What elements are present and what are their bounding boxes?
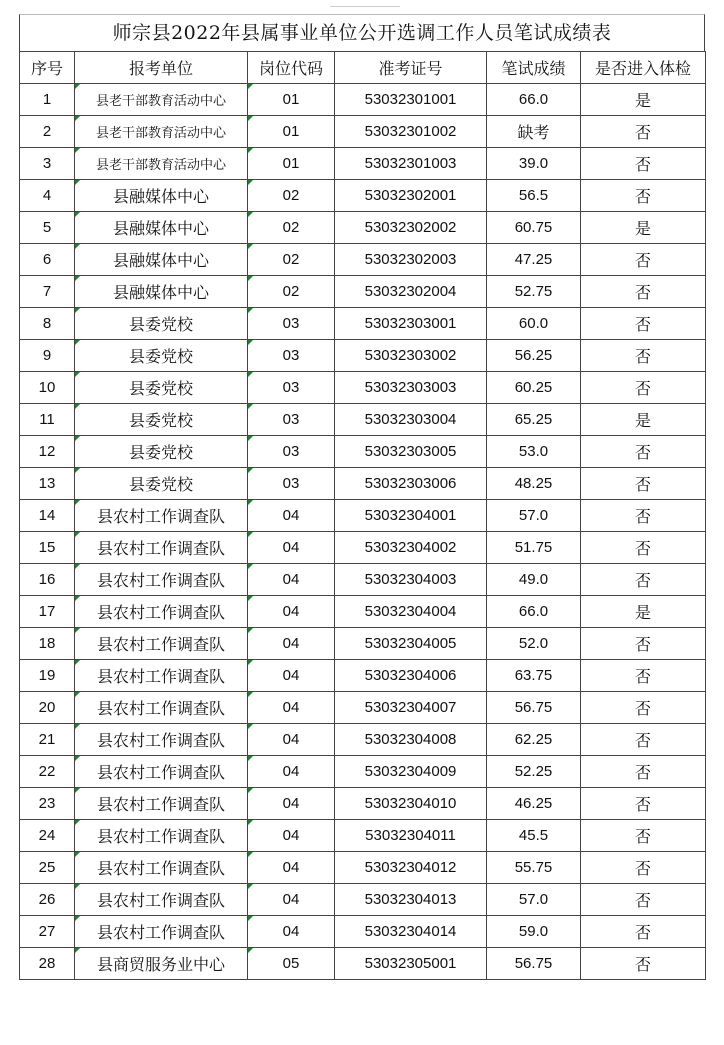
table-row bbox=[20, 276, 706, 308]
cell-physical-exam: 否 bbox=[581, 116, 706, 148]
table-row bbox=[20, 468, 706, 500]
cell-score: 49.0 bbox=[487, 564, 581, 596]
cell-post-code: 03 bbox=[248, 340, 335, 372]
cell-score: 66.0 bbox=[487, 84, 581, 116]
cell-unit: 县融媒体中心 bbox=[75, 276, 248, 308]
cell-score: 60.25 bbox=[487, 372, 581, 404]
cell-ticket-number: 53032304010 bbox=[335, 788, 487, 820]
cell-index: 16 bbox=[20, 564, 75, 596]
score-table bbox=[19, 51, 706, 980]
cell-unit: 县委党校 bbox=[75, 468, 248, 500]
cell-unit: 县农村工作调查队 bbox=[75, 692, 248, 724]
cell-unit: 县商贸服务业中心 bbox=[75, 948, 248, 980]
header-index: 序号 bbox=[20, 52, 75, 84]
cell-index: 26 bbox=[20, 884, 75, 916]
cell-post-code: 03 bbox=[248, 404, 335, 436]
cell-score: 56.75 bbox=[487, 692, 581, 724]
cell-post-code: 01 bbox=[248, 84, 335, 116]
cell-physical-exam: 否 bbox=[581, 884, 706, 916]
cell-index: 22 bbox=[20, 756, 75, 788]
cell-score: 52.25 bbox=[487, 756, 581, 788]
cell-unit: 县农村工作调查队 bbox=[75, 820, 248, 852]
cell-unit: 县农村工作调查队 bbox=[75, 628, 248, 660]
cell-post-code: 04 bbox=[248, 884, 335, 916]
table-row bbox=[20, 724, 706, 756]
cell-unit: 县融媒体中心 bbox=[75, 244, 248, 276]
cell-index: 14 bbox=[20, 500, 75, 532]
cell-physical-exam: 否 bbox=[581, 564, 706, 596]
cell-ticket-number: 53032304003 bbox=[335, 564, 487, 596]
cell-physical-exam: 否 bbox=[581, 820, 706, 852]
cell-physical-exam: 否 bbox=[581, 852, 706, 884]
table-row bbox=[20, 244, 706, 276]
cell-ticket-number: 53032302003 bbox=[335, 244, 487, 276]
cell-score: 56.75 bbox=[487, 948, 581, 980]
cell-ticket-number: 53032304012 bbox=[335, 852, 487, 884]
cell-physical-exam: 否 bbox=[581, 308, 706, 340]
cell-score: 57.0 bbox=[487, 884, 581, 916]
cell-post-code: 03 bbox=[248, 308, 335, 340]
cell-ticket-number: 53032302004 bbox=[335, 276, 487, 308]
table-row bbox=[20, 180, 706, 212]
cell-unit: 县融媒体中心 bbox=[75, 180, 248, 212]
table-row bbox=[20, 532, 706, 564]
cell-ticket-number: 53032303001 bbox=[335, 308, 487, 340]
table-row bbox=[20, 308, 706, 340]
cell-physical-exam: 否 bbox=[581, 340, 706, 372]
table-row bbox=[20, 436, 706, 468]
cell-post-code: 04 bbox=[248, 660, 335, 692]
table-row bbox=[20, 788, 706, 820]
cell-ticket-number: 53032304007 bbox=[335, 692, 487, 724]
cell-post-code: 04 bbox=[248, 916, 335, 948]
cell-score: 63.75 bbox=[487, 660, 581, 692]
cell-physical-exam: 否 bbox=[581, 916, 706, 948]
cell-unit: 县委党校 bbox=[75, 308, 248, 340]
cell-index: 12 bbox=[20, 436, 75, 468]
table-row bbox=[20, 500, 706, 532]
cell-physical-exam: 否 bbox=[581, 724, 706, 756]
cell-unit: 县农村工作调查队 bbox=[75, 916, 248, 948]
table-row bbox=[20, 116, 706, 148]
table-row bbox=[20, 372, 706, 404]
cell-score: 52.75 bbox=[487, 276, 581, 308]
cell-index: 5 bbox=[20, 212, 75, 244]
cell-unit: 县农村工作调查队 bbox=[75, 788, 248, 820]
cell-score: 46.25 bbox=[487, 788, 581, 820]
cell-index: 2 bbox=[20, 116, 75, 148]
cell-ticket-number: 53032304005 bbox=[335, 628, 487, 660]
cell-post-code: 04 bbox=[248, 564, 335, 596]
cell-score: 39.0 bbox=[487, 148, 581, 180]
cell-ticket-number: 53032301001 bbox=[335, 84, 487, 116]
cell-physical-exam: 否 bbox=[581, 948, 706, 980]
table-row bbox=[20, 948, 706, 980]
table-row bbox=[20, 596, 706, 628]
score-sheet bbox=[19, 14, 705, 980]
cell-index: 25 bbox=[20, 852, 75, 884]
table-row bbox=[20, 692, 706, 724]
cell-post-code: 04 bbox=[248, 820, 335, 852]
cell-index: 9 bbox=[20, 340, 75, 372]
table-row bbox=[20, 564, 706, 596]
cell-post-code: 04 bbox=[248, 852, 335, 884]
cell-index: 28 bbox=[20, 948, 75, 980]
cell-score: 47.25 bbox=[487, 244, 581, 276]
cell-score: 51.75 bbox=[487, 532, 581, 564]
cell-score: 52.0 bbox=[487, 628, 581, 660]
table-row bbox=[20, 404, 706, 436]
cell-physical-exam: 否 bbox=[581, 756, 706, 788]
sheet-title: 师宗县2022年县属事业单位公开选调工作人员笔试成绩表 bbox=[19, 14, 705, 51]
table-row bbox=[20, 660, 706, 692]
cell-physical-exam: 否 bbox=[581, 692, 706, 724]
cell-score: 62.25 bbox=[487, 724, 581, 756]
cell-score: 55.75 bbox=[487, 852, 581, 884]
cell-unit: 县委党校 bbox=[75, 372, 248, 404]
cell-score: 65.25 bbox=[487, 404, 581, 436]
cell-index: 27 bbox=[20, 916, 75, 948]
cell-index: 1 bbox=[20, 84, 75, 116]
cell-physical-exam: 否 bbox=[581, 244, 706, 276]
cell-ticket-number: 53032304006 bbox=[335, 660, 487, 692]
cell-unit: 县农村工作调查队 bbox=[75, 532, 248, 564]
cell-physical-exam: 否 bbox=[581, 148, 706, 180]
cell-physical-exam: 否 bbox=[581, 532, 706, 564]
cell-ticket-number: 53032304011 bbox=[335, 820, 487, 852]
cell-ticket-number: 53032303005 bbox=[335, 436, 487, 468]
cell-score: 56.25 bbox=[487, 340, 581, 372]
cell-post-code: 04 bbox=[248, 756, 335, 788]
cell-score: 59.0 bbox=[487, 916, 581, 948]
cell-post-code: 03 bbox=[248, 372, 335, 404]
cell-post-code: 02 bbox=[248, 276, 335, 308]
cell-index: 3 bbox=[20, 148, 75, 180]
cell-ticket-number: 53032304001 bbox=[335, 500, 487, 532]
cell-index: 17 bbox=[20, 596, 75, 628]
cell-physical-exam: 否 bbox=[581, 436, 706, 468]
cell-ticket-number: 53032304009 bbox=[335, 756, 487, 788]
cell-score: 48.25 bbox=[487, 468, 581, 500]
cell-unit: 县农村工作调查队 bbox=[75, 660, 248, 692]
cell-physical-exam: 否 bbox=[581, 500, 706, 532]
cell-score: 53.0 bbox=[487, 436, 581, 468]
cell-ticket-number: 53032303006 bbox=[335, 468, 487, 500]
table-row bbox=[20, 884, 706, 916]
cell-unit: 县农村工作调查队 bbox=[75, 564, 248, 596]
cell-ticket-number: 53032304014 bbox=[335, 916, 487, 948]
cell-post-code: 01 bbox=[248, 148, 335, 180]
cell-score: 45.5 bbox=[487, 820, 581, 852]
cell-index: 23 bbox=[20, 788, 75, 820]
cell-post-code: 03 bbox=[248, 436, 335, 468]
cell-post-code: 04 bbox=[248, 500, 335, 532]
cell-ticket-number: 53032301002 bbox=[335, 116, 487, 148]
table-row bbox=[20, 212, 706, 244]
cell-score: 56.5 bbox=[487, 180, 581, 212]
cell-score: 57.0 bbox=[487, 500, 581, 532]
cell-physical-exam: 否 bbox=[581, 372, 706, 404]
cell-index: 11 bbox=[20, 404, 75, 436]
cell-unit: 县老干部教育活动中心 bbox=[75, 148, 248, 180]
page-top-remnant bbox=[330, 0, 400, 7]
cell-unit: 县农村工作调查队 bbox=[75, 596, 248, 628]
cell-physical-exam: 否 bbox=[581, 660, 706, 692]
cell-ticket-number: 53032303002 bbox=[335, 340, 487, 372]
cell-index: 4 bbox=[20, 180, 75, 212]
cell-unit: 县农村工作调查队 bbox=[75, 756, 248, 788]
cell-unit: 县老干部教育活动中心 bbox=[75, 116, 248, 148]
cell-unit: 县农村工作调查队 bbox=[75, 724, 248, 756]
cell-index: 18 bbox=[20, 628, 75, 660]
cell-unit: 县融媒体中心 bbox=[75, 212, 248, 244]
cell-ticket-number: 53032302001 bbox=[335, 180, 487, 212]
cell-post-code: 02 bbox=[248, 244, 335, 276]
header-physical-exam: 是否进入体检 bbox=[581, 52, 706, 84]
cell-post-code: 01 bbox=[248, 116, 335, 148]
cell-post-code: 04 bbox=[248, 628, 335, 660]
cell-ticket-number: 53032303004 bbox=[335, 404, 487, 436]
cell-index: 24 bbox=[20, 820, 75, 852]
table-row bbox=[20, 84, 706, 116]
cell-score: 60.0 bbox=[487, 308, 581, 340]
header-post-code: 岗位代码 bbox=[248, 52, 335, 84]
cell-ticket-number: 53032302002 bbox=[335, 212, 487, 244]
cell-ticket-number: 53032304002 bbox=[335, 532, 487, 564]
cell-ticket-number: 53032305001 bbox=[335, 948, 487, 980]
cell-unit: 县委党校 bbox=[75, 436, 248, 468]
table-row bbox=[20, 148, 706, 180]
cell-index: 7 bbox=[20, 276, 75, 308]
cell-physical-exam: 否 bbox=[581, 276, 706, 308]
cell-physical-exam: 否 bbox=[581, 468, 706, 500]
header-unit: 报考单位 bbox=[75, 52, 248, 84]
cell-physical-exam: 是 bbox=[581, 84, 706, 116]
cell-index: 21 bbox=[20, 724, 75, 756]
table-row bbox=[20, 852, 706, 884]
cell-ticket-number: 53032304004 bbox=[335, 596, 487, 628]
cell-post-code: 03 bbox=[248, 468, 335, 500]
cell-post-code: 02 bbox=[248, 180, 335, 212]
cell-index: 20 bbox=[20, 692, 75, 724]
cell-physical-exam: 否 bbox=[581, 628, 706, 660]
cell-physical-exam: 否 bbox=[581, 180, 706, 212]
cell-post-code: 04 bbox=[248, 596, 335, 628]
cell-physical-exam: 是 bbox=[581, 596, 706, 628]
cell-index: 10 bbox=[20, 372, 75, 404]
header-ticket-number: 准考证号 bbox=[335, 52, 487, 84]
cell-index: 19 bbox=[20, 660, 75, 692]
cell-physical-exam: 否 bbox=[581, 788, 706, 820]
cell-unit: 县老干部教育活动中心 bbox=[75, 84, 248, 116]
cell-index: 13 bbox=[20, 468, 75, 500]
cell-unit: 县农村工作调查队 bbox=[75, 884, 248, 916]
cell-ticket-number: 53032301003 bbox=[335, 148, 487, 180]
table-row bbox=[20, 756, 706, 788]
table-row bbox=[20, 628, 706, 660]
table-row bbox=[20, 340, 706, 372]
header-row bbox=[20, 52, 706, 84]
cell-unit: 县委党校 bbox=[75, 404, 248, 436]
cell-index: 6 bbox=[20, 244, 75, 276]
cell-post-code: 04 bbox=[248, 724, 335, 756]
cell-unit: 县农村工作调查队 bbox=[75, 500, 248, 532]
cell-unit: 县委党校 bbox=[75, 340, 248, 372]
cell-score: 缺考 bbox=[487, 116, 581, 148]
table-row bbox=[20, 820, 706, 852]
cell-physical-exam: 是 bbox=[581, 404, 706, 436]
cell-post-code: 02 bbox=[248, 212, 335, 244]
cell-ticket-number: 53032304013 bbox=[335, 884, 487, 916]
cell-unit: 县农村工作调查队 bbox=[75, 852, 248, 884]
cell-ticket-number: 53032303003 bbox=[335, 372, 487, 404]
cell-ticket-number: 53032304008 bbox=[335, 724, 487, 756]
cell-post-code: 04 bbox=[248, 532, 335, 564]
cell-physical-exam: 是 bbox=[581, 212, 706, 244]
header-score: 笔试成绩 bbox=[487, 52, 581, 84]
cell-index: 15 bbox=[20, 532, 75, 564]
cell-score: 66.0 bbox=[487, 596, 581, 628]
table-row bbox=[20, 916, 706, 948]
cell-score: 60.75 bbox=[487, 212, 581, 244]
cell-post-code: 04 bbox=[248, 788, 335, 820]
cell-index: 8 bbox=[20, 308, 75, 340]
cell-post-code: 04 bbox=[248, 692, 335, 724]
cell-post-code: 05 bbox=[248, 948, 335, 980]
